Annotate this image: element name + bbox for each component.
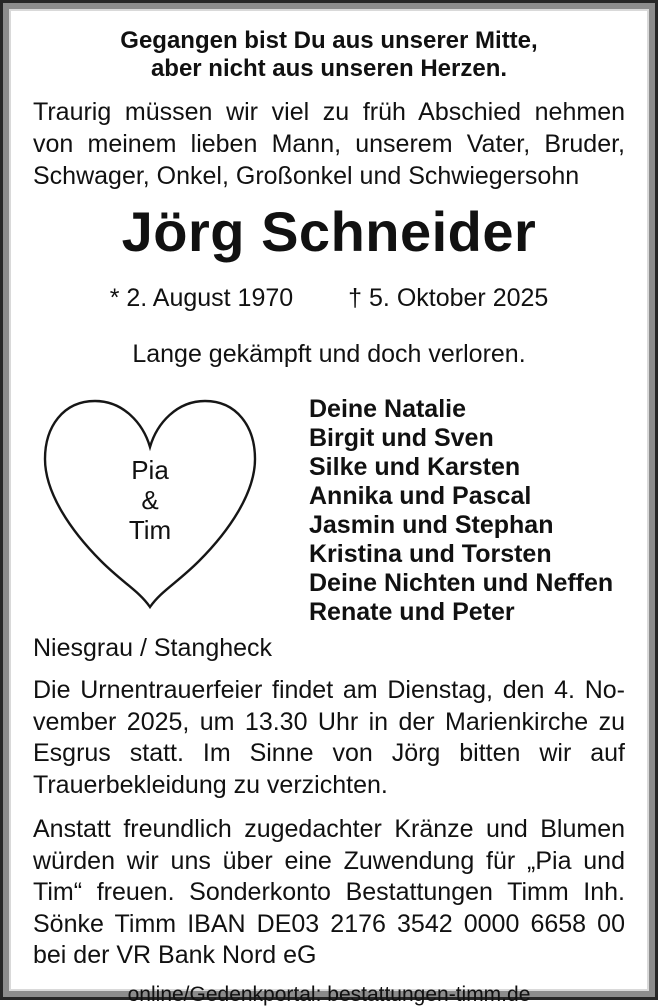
mourner-row: Jasmin und Stephan (309, 511, 554, 539)
mourner-row: Deine Natalie (309, 395, 467, 423)
place-line: Niesgrau / Stangheck (33, 634, 273, 662)
mourner-row: Kristina und Torsten (309, 540, 552, 568)
motto-line: Lange gekämpft und doch verloren. (132, 340, 526, 368)
mourner-row: Silke und Karsten (309, 453, 521, 481)
intro-paragraph: Traurig müssen wir viel zu früh Abschied nehmen von meinem lieben Mann, unserem Vater, Bruder, Schwager, Onkel, Großonkel und Schwiegersohn (33, 98, 625, 190)
heart-name-1: Pia (131, 455, 169, 485)
mourner-row: Renate und Peter (309, 598, 515, 626)
epigraph (33, 27, 625, 83)
epigraph-line-2: aber nicht aus unseren Herzen. (150, 55, 508, 82)
death-date: † 5. Oktober 2025 (348, 284, 549, 312)
service-paragraph: Die Urnentrauerfeier findet am Dienstag, den 4. November 2025, um 13.30 Uhr in der Marienkirche zu Esgrus statt. Im Sinne von Jörg bitten wir auf Trauerbekleidung zu verzichten. (33, 676, 625, 799)
deceased-name: Jörg Schneider (121, 200, 537, 263)
heart-graphic (37, 395, 263, 613)
frame-bevel-inner (9, 9, 649, 1006)
heart-name-2: Tim (128, 515, 172, 545)
mourner-row: Deine Nichten und Neffen (309, 569, 614, 597)
memorial-portal-line: online/Gedenkportal: bestattungen-timm.de (127, 982, 531, 1006)
mourner-row: Birgit und Sven (309, 424, 494, 452)
epigraph-line-1: Gegangen bist Du aus unserer Mitte, (120, 27, 538, 54)
mourner-row: Annika und Pascal (309, 482, 532, 510)
mourners-list (309, 395, 613, 627)
frame-bevel-mid (3, 3, 655, 1006)
heart-inscription (37, 455, 263, 545)
donation-paragraph: Anstatt freundlich zugedachter Kränze und Blumen würden wir uns über eine Zuwendung für „Pia und Tim“ freuen. Sonderkonto Bestattungen Timm Inh. Sönke Timm IBAN DE03 2176 3542 0000 6658 00 bei der VR Bank Nord eG (33, 815, 625, 969)
obituary-notice (11, 11, 647, 1006)
heart-ampersand: & (141, 485, 159, 515)
life-dates (33, 283, 625, 313)
heart-and-mourners (33, 395, 625, 627)
birth-date: * 2. August 1970 (109, 284, 294, 312)
